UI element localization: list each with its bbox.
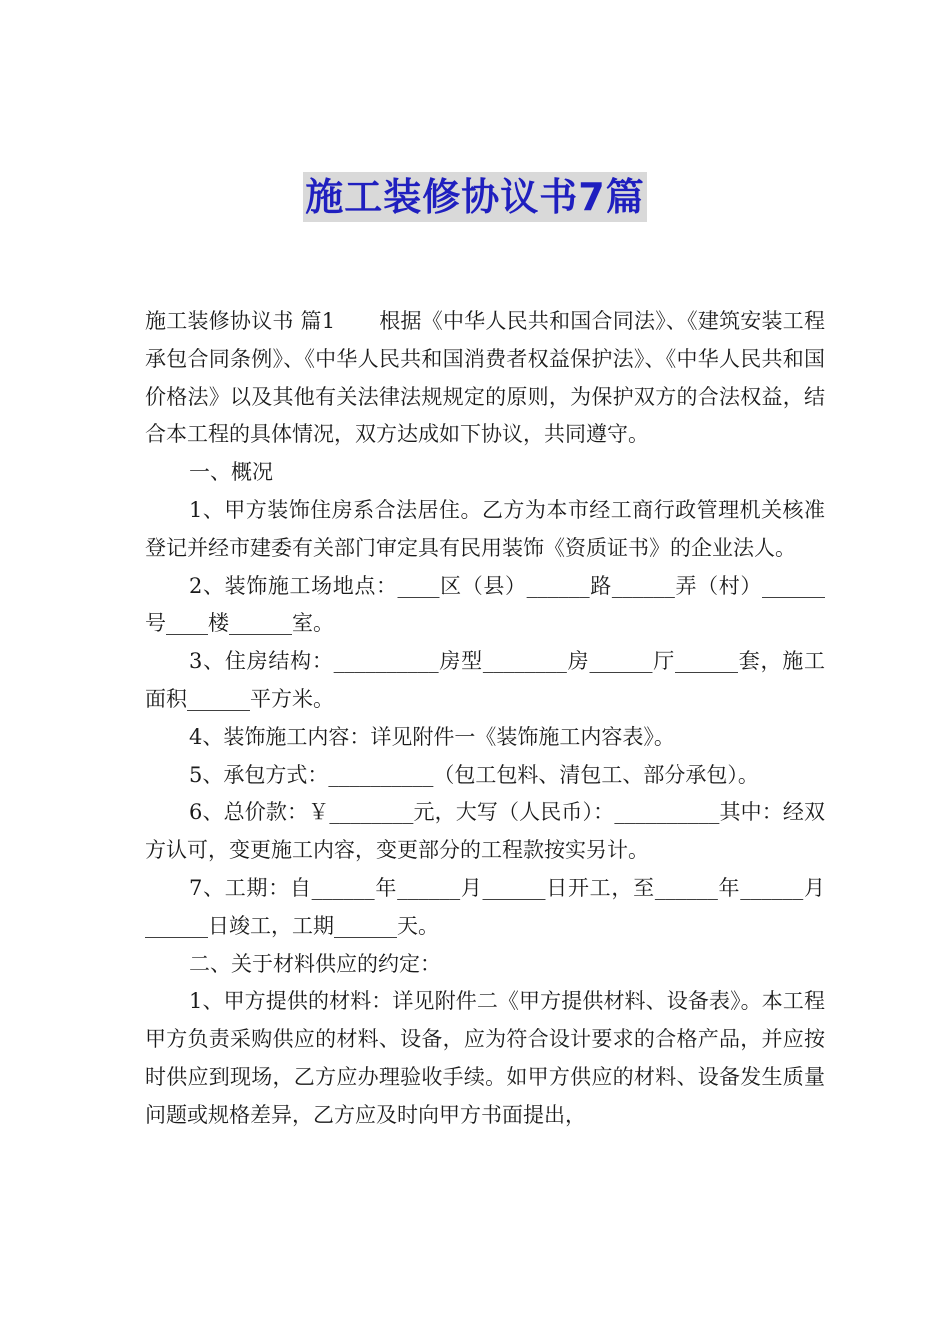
section-heading-overview: 一、概况 <box>189 460 273 485</box>
paragraph-text: 根据《中华人民共和国合同法》、《建筑安装工程承包合同条例》、《中华人民共和国消费者权益保护法》、《中华人民共和国价格法》以及其他有关法律法规规定的原则，为保护双方的合法权益，结合本工程的具体情况，双方达成如下协议，共同遵守。 <box>145 309 825 447</box>
paragraph-intro <box>145 303 825 454</box>
paragraph-item-2: 2、装饰施工场地点：____区（县）______路______弄（村）______号____楼______室。 <box>145 573 825 636</box>
document-body <box>145 303 825 1135</box>
section-heading: 施工装修协议书 篇1 <box>145 309 336 333</box>
paragraph-item-3: 3、住房结构：__________房型________房______厅______套，施工面积______平方米。 <box>145 649 825 711</box>
section-heading-materials: 二、关于材料供应的约定： <box>189 951 441 976</box>
paragraph-materials-1: 1、甲方提供的材料：详见附件二《甲方提供材料、设备表》。本工程甲方负责采购供应的材料、设备，应为符合设计要求的合格产品，并应按时供应到现场，乙方应办理验收手续。如甲方供应的材料、设备发生质量问题或规格差异，乙方应及时向甲方书面提出， <box>145 989 825 1127</box>
paragraph-item-6: 6、总价款：￥________元，大写（人民币）：__________其中：经双方认可，变更施工内容，变更部分的工程款按实另计。 <box>145 800 825 863</box>
paragraph-item-7: 7、工期：自______年______月______日开工，至______年______月______日竣工，工期______天。 <box>145 875 825 938</box>
document-title: 施工装修协议书7篇 <box>303 172 646 222</box>
paragraph-item-4: 4、装饰施工内容：详见附件一《装饰施工内容表》。 <box>189 724 675 749</box>
paragraph-item-5: 5、承包方式：__________（包工包料、清包工、部分承包）。 <box>189 762 759 787</box>
paragraph-item-1: 1、甲方装饰住房系合法居住。乙方为本市经工商行政管理机关核准登记并经市建委有关部门审定具有民用装饰《资质证书》的企业法人。 <box>145 497 825 560</box>
title-container <box>0 172 950 222</box>
